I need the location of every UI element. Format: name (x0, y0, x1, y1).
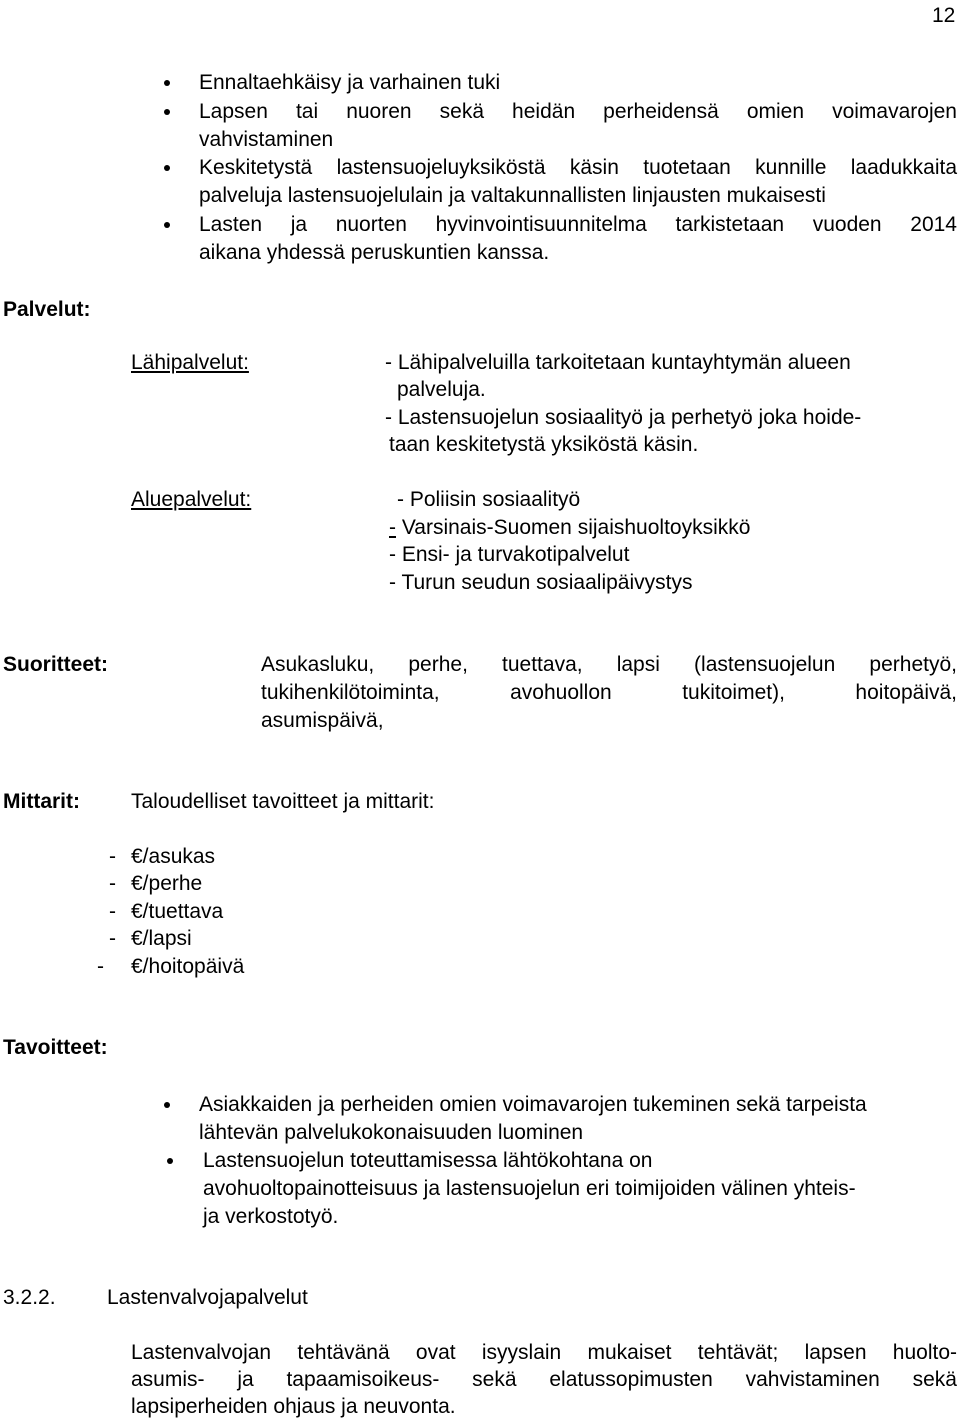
aluepalvelut-line: - Poliisin sosiaalityö (397, 488, 581, 511)
mittari-item: €/lapsi (131, 927, 192, 950)
lahipalvelut-line: taan keskitetystä yksiköstä käsin. (389, 433, 699, 456)
tavoite-item-continuation: lähtevän palvelukokonaisuuden luominen (199, 1121, 584, 1144)
palvelut-heading: Palvelut: (3, 298, 91, 321)
suoritteet-line: Asukasluku, perhe, tuettava, lapsi (lastensuojelun perhetyö, (261, 653, 957, 676)
list-item: Ennaltaehkäisy ja varhainen tuki (199, 71, 501, 94)
lahipalvelut-label: Lähipalvelut: (131, 351, 249, 374)
suoritteet-line: asumispäivä, (261, 709, 384, 732)
aluepalvelut-label: Aluepalvelut: (131, 488, 252, 511)
suoritteet-heading: Suoritteet: (3, 653, 108, 676)
tavoite-item: Lastensuojelun toteuttamisessa lähtökohtana on (203, 1149, 653, 1172)
mittarit-subheading: Taloudelliset tavoitteet ja mittarit: (131, 790, 435, 813)
mittari-item: €/asukas (131, 845, 216, 868)
bullet-icon (167, 1158, 173, 1164)
section-title: Lastenvalvojapalvelut (107, 1286, 308, 1309)
lahipalvelut-line: palveluja. (397, 378, 486, 401)
section-paragraph-line: lapsiperheiden ohjaus ja neuvonta. (131, 1395, 456, 1418)
mittari-item: €/hoitopäivä (131, 955, 245, 978)
tavoite-item-continuation: ja verkostotyö. (203, 1205, 339, 1228)
list-dash: - (109, 872, 116, 895)
bullet-icon (164, 165, 170, 171)
aluepalvelut-line-text: Varsinais-Suomen sijaishuoltoyksikkö (401, 516, 751, 539)
bullet-icon (164, 222, 170, 228)
aluepalvelut-line: - Ensi- ja turvakotipalvelut (389, 543, 630, 566)
section-paragraph-line: asumis- ja tapaamisoikeus- sekä elatussopimusten vahvistaminen sekä (131, 1368, 957, 1391)
tavoite-item: Asiakkaiden ja perheiden omien voimavarojen tukeminen sekä tarpeista (199, 1093, 867, 1116)
mittari-item: €/tuettava (131, 900, 224, 923)
section-paragraph-line: Lastenvalvojan tehtävänä ovat isyyslain mukaiset tehtävät; lapsen huolto- (131, 1341, 957, 1364)
section-number: 3.2.2. (3, 1286, 56, 1309)
bullet-icon (164, 1102, 170, 1108)
mittari-item: €/perhe (131, 872, 203, 895)
list-item: Keskitetystä lastensuojeluyksiköstä käsin tuotetaan kunnille laadukkaita (199, 156, 957, 179)
aluepalvelut-line: - Turun seudun sosiaalipäivystys (389, 571, 693, 594)
underlined-dash: - (389, 516, 396, 539)
bullet-icon (164, 109, 170, 115)
suoritteet-line: tukihenkilötoiminta, avohuollon tukitoimet), hoitopäivä, (261, 681, 957, 704)
mittarit-heading: Mittarit: (3, 790, 80, 813)
list-item: Lasten ja nuorten hyvinvointisuunnitelma tarkistetaan vuoden 2014 (199, 213, 957, 236)
tavoite-item-continuation: avohuoltopainotteisuus ja lastensuojelun eri toimijoiden välinen yhteis- (203, 1177, 856, 1200)
list-dash: - (109, 845, 116, 868)
list-item-continuation: vahvistaminen (199, 128, 334, 151)
list-item-continuation: aikana yhdessä peruskuntien kanssa. (199, 241, 550, 264)
list-item: Lapsen tai nuoren sekä heidän perheidensä omien voimavarojen (199, 100, 957, 123)
list-item-continuation: palveluja lastensuojelulain ja valtakunnallisten linjausten mukaisesti (199, 184, 826, 207)
lahipalvelut-line: - Lastensuojelun sosiaalityö ja perhetyö joka hoide- (385, 406, 862, 429)
lahipalvelut-line: - Lähipalveluilla tarkoitetaan kuntayhtymän alueen (385, 351, 851, 374)
list-dash: - (97, 955, 104, 978)
bullet-icon (164, 80, 170, 86)
aluepalvelut-line (389, 514, 750, 542)
tavoitteet-heading: Tavoitteet: (3, 1036, 108, 1059)
list-dash: - (109, 927, 116, 950)
page-number: 12 (932, 4, 956, 27)
list-dash: - (109, 900, 116, 923)
